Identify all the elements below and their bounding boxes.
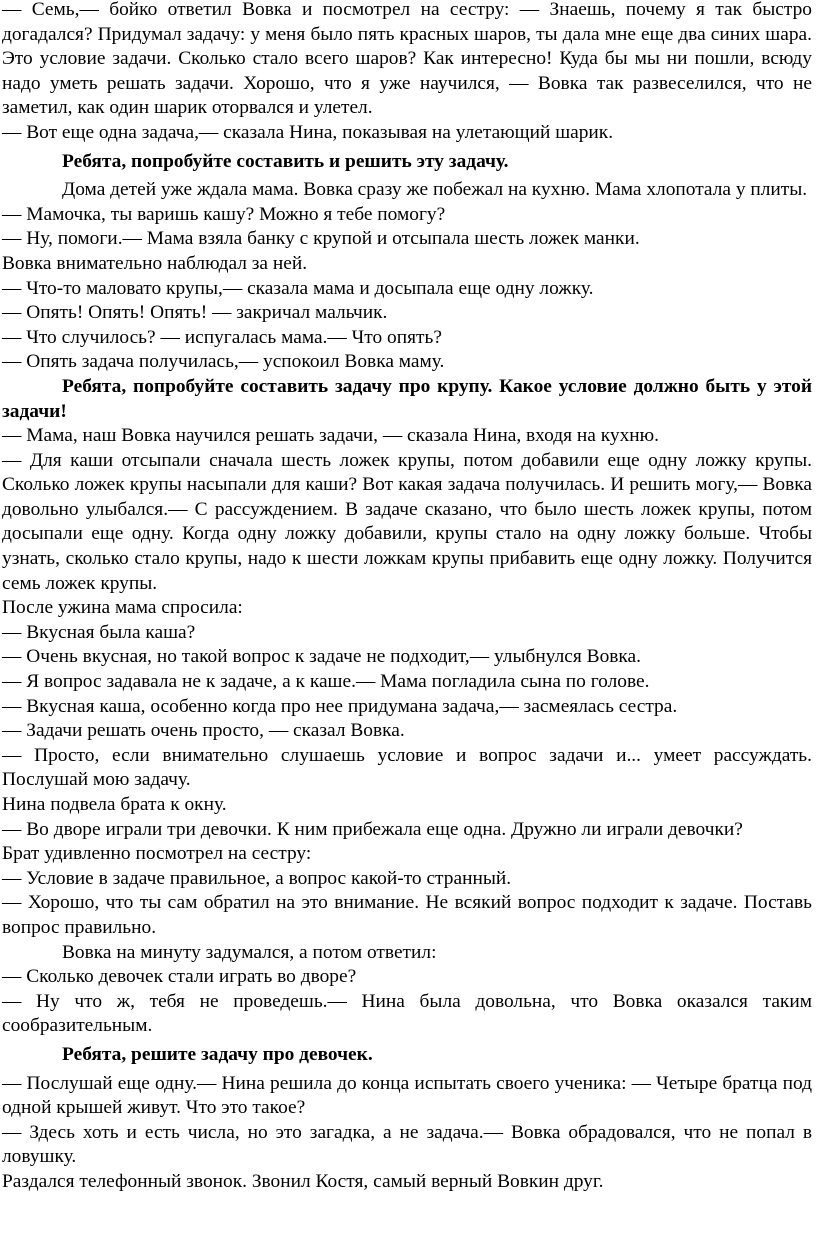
paragraph-6: — Ну, помоги.— Мама взяла банку с крупой и отсыпала шесть ложек манки.	[2, 228, 640, 250]
paragraph-18: — Я вопрос задавала не к задаче, а к каше.— Мама погладила сына по голове.	[2, 671, 650, 693]
task-prompt-balloons: Ребята, попробуйте составить и решить эту задачу.	[62, 150, 509, 172]
paragraph-28: — Сколько девочек стали играть во дворе?	[2, 966, 357, 988]
paragraph-24: Брат удивленно посмотрел на сестру:	[2, 843, 312, 865]
paragraph-13: — Мама, наш Вовка научился решать задачи, — сказала Нина, входя на кухню.	[2, 425, 659, 447]
paragraph-14: — Для каши отсыпали сначала шесть ложек крупы, потом добавили еще одну ложку крупы. Сколько ложек крупы насыпали для каши? Вот какая задача получилась. И решить могу,— Вовка довольно улыбался.— С рассуждением. В задаче сказано, что было шесть ложек крупы, потом досыпали еще одну. Когда одну ложку добавили, крупы стало на одну ложку больше. Чтобы узнать, сколько стало крупы, надо к шести ложкам крупы прибавить еще одну ложку. Получится семь ложек крупы.	[2, 449, 812, 594]
paragraph-22: Нина подвела брата к окну.	[2, 794, 227, 815]
paragraph-2: — Вот еще одна задача,— сказала Нина, показывая на улетающий шарик.	[2, 121, 614, 143]
paragraph-10: — Что случилось? — испугалась мама.— Что опять?	[2, 326, 442, 348]
paragraph-27: Вовка на минуту задумался, а потом ответил:	[62, 941, 437, 963]
paragraph-15: После ужина мама спросила:	[2, 597, 243, 619]
paragraph-7: Вовка внимательно наблюдал за ней.	[2, 252, 308, 274]
task-prompt-girls: Ребята, решите задачу про девочек.	[62, 1043, 373, 1065]
paragraph-8: — Что-то маловато крупы,— сказала мама и досыпала еще одну ложку.	[2, 277, 594, 299]
paragraph-4: Дома детей уже ждала мама. Вовка сразу же побежал на кухню. Мама хлопотала у плиты.	[62, 179, 808, 201]
paragraph-23: — Во дворе играли три девочки. К ним прибежала еще одна. Дружно ли играли девочки?	[2, 818, 743, 840]
paragraph-20: — Задачи решать очень просто, — сказал Вовка.	[2, 720, 405, 742]
task-prompt-groats: Ребята, попробуйте составить задачу про крупу. Какое условие должно быть у этой задачи!	[2, 375, 812, 422]
paragraph-33: Раздался телефонный звонок. Звонил Костя, самый верный Вовкин друг.	[2, 1170, 604, 1192]
paragraph-17: — Очень вкусная, но такой вопрос к задаче не подходит,— улыбнулся Вовка.	[2, 646, 642, 668]
paragraph-25: — Условие в задаче правильное, а вопрос какой-то странный.	[2, 867, 512, 889]
paragraph-9: — Опять! Опять! Опять! — закричал мальчик.	[2, 302, 388, 324]
paragraph-21: — Просто, если внимательно слушаешь условие и вопрос задачи и... умеет рассуждать. Послушай мою задачу.	[2, 744, 812, 791]
paragraph-11: — Опять задача получилась,— успокоил Вовка маму.	[2, 351, 445, 373]
paragraph-29: — Ну что ж, тебя не проведешь.— Нина была довольна, что Вовка оказался таким сообразительным.	[2, 990, 812, 1037]
paragraph-31: — Послушай еще одну.— Нина решила до конца испытать своего ученика: — Четыре братца под одной крышей живут. Что это такое?	[2, 1072, 812, 1119]
paragraph-32: — Здесь хоть и есть числа, но это загадка, а не задача.— Вовка обрадовался, что не попал в ловушку.	[2, 1121, 812, 1168]
paragraph-1: — Семь,— бойко ответил Вовка и посмотрел на сестру: — Знаешь, почему я так быстро догадался? Придумал задачу: у меня было пять красных шаров, ты дала мне еще два синих шара. Это условие задачи. Сколько стало всего шаров? Как интересно! Куда бы мы ни пошли, всюду надо уметь решать задачи. Хорошо, что я уже научился, — Вовка так развеселился, что не заметил, как один шарик оторвался и улетел.	[2, 0, 812, 119]
paragraph-19: — Вкусная каша, особенно когда про нее придумана задача,— засмеялась сестра.	[2, 695, 678, 717]
paragraph-5: — Мамочка, ты варишь кашу? Можно я тебе помогу?	[2, 203, 446, 225]
paragraph-16: — Вкусная была каша?	[2, 621, 196, 643]
paragraph-26: — Хорошо, что ты сам обратил на это внимание. Не всякий вопрос подходит к задаче. Поставь вопрос правильно.	[2, 892, 812, 938]
